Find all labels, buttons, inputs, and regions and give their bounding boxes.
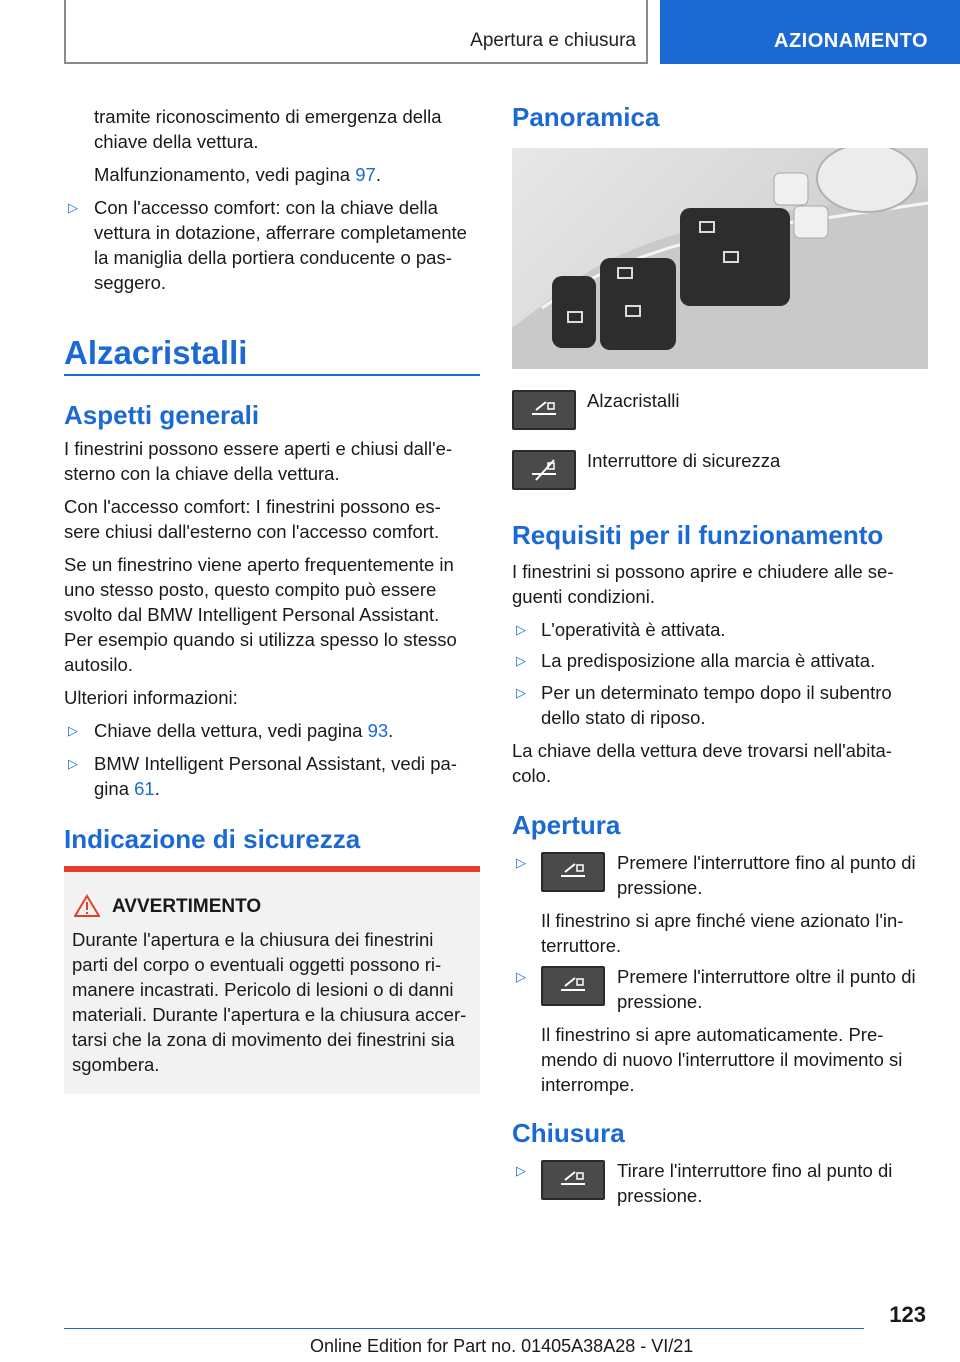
p2-line-1: Con l'accesso comfort: I finestrini possono es- — [64, 496, 441, 517]
req-line-2: guenti condizioni. — [512, 586, 655, 607]
section-title-alzacristalli: Alzacristalli — [64, 334, 248, 371]
warning-box — [64, 866, 480, 1094]
switch-pull-icon — [541, 1160, 605, 1200]
bullet-icon: ▷ — [516, 1163, 526, 1178]
p3-line-1: Se un finestrino viene aperto frequentemente in — [64, 554, 454, 575]
bullet-icon: ▷ — [516, 685, 526, 700]
p2-line-2: sere chiusi dall'esterno con l'accesso comfort. — [64, 521, 440, 542]
window-switch-icon — [512, 390, 576, 430]
comfort-line-4: seggero. — [94, 272, 166, 293]
page-number: 123 — [889, 1302, 926, 1327]
malf-page-link[interactable]: 97 — [355, 164, 376, 185]
apertura-1-desc-l1: Il finestrino si apre finché viene azionato l'in- — [541, 910, 904, 931]
apertura-2-l1: Premere l'interruttore oltre il punto di — [617, 966, 916, 987]
bullet-bmw-l2 — [94, 776, 160, 801]
apertura-2-desc-l1: Il finestrino si apre automaticamente. Pre- — [541, 1024, 884, 1045]
p3-line-2: uno stesso posto, questo compito può essere — [64, 579, 437, 600]
door-panel-illustration — [512, 148, 928, 369]
b2-page-link[interactable]: 61 — [134, 778, 155, 799]
b2-suffix: . — [154, 778, 160, 799]
apertura-2-desc-l2: mendo di nuovo l'interruttore il movimento si — [541, 1049, 903, 1070]
apertura-1-l2: pressione. — [617, 877, 703, 898]
comfort-line-3: la maniglia della portiera conducente o pas- — [94, 247, 452, 268]
subtitle-sicurezza: Indicazione di sicurezza — [64, 824, 361, 854]
req-bullet-3-l2: dello stato di riposo. — [541, 707, 706, 728]
header-chapter-tab — [660, 0, 960, 64]
p3-line-4: Per esempio quando si utilizza spesso lo stesso — [64, 629, 457, 650]
chiusura-1-l1: Tirare l'interruttore fino al punto di — [617, 1160, 893, 1181]
footer-edition: Online Edition for Part no. 01405A38A28 - VI/21 — [310, 1336, 694, 1356]
chiusura-1-l2: pressione. — [617, 1185, 703, 1206]
warning-title: AVVERTIMENTO — [112, 896, 262, 917]
cont-line-2: chiave della vettura. — [94, 131, 259, 152]
warn-line: tarsi che la zona di movimento dei finestrini sia — [72, 1029, 455, 1050]
window-switch-photo — [512, 148, 928, 369]
ulteriori-label: Ulteriori informazioni: — [64, 687, 238, 708]
warning-icon — [74, 894, 100, 918]
apertura-2-desc-l3: interrompe. — [541, 1074, 635, 1095]
bullet-icon: ▷ — [68, 756, 78, 771]
p1-line-2: sterno con la chiave della vettura. — [64, 463, 340, 484]
chapter-label: AZIONAMENTO — [774, 30, 929, 52]
switch-press-icon — [541, 852, 605, 892]
apertura-1-desc-l2: terruttore. — [541, 935, 622, 956]
warn-line: materiali. Durante l'apertura e la chiusura accer- — [72, 1004, 467, 1025]
subtitle-chiusura: Chiusura — [512, 1118, 625, 1148]
apertura-2-l2: pressione. — [617, 991, 703, 1012]
title-rule — [64, 374, 480, 376]
bullet-bmw-l1: BMW Intelligent Personal Assistant, vedi pa- — [94, 753, 457, 774]
cont-line-1: tramite riconoscimento di emergenza della — [94, 106, 442, 127]
req-bullet-2: La predisposizione alla marcia è attivata. — [541, 650, 876, 671]
warn-line: parti del corpo o eventuali oggetti possono ri- — [72, 954, 442, 975]
subtitle-apertura: Apertura — [512, 810, 621, 840]
req-bullet-3-l1: Per un determinato tempo dopo il subentro — [541, 682, 892, 703]
subtitle-panoramica: Panoramica — [512, 102, 660, 132]
bullet-icon: ▷ — [516, 969, 526, 984]
b2-text: gina — [94, 778, 135, 799]
bullet-icon: ▷ — [68, 200, 78, 215]
switch-press-icon — [541, 966, 605, 1006]
warn-line: sgombera. — [72, 1054, 160, 1075]
warn-line: Durante l'apertura e la chiusura dei finestrini — [72, 929, 434, 950]
header-section-title: Apertura e chiusura — [470, 30, 636, 51]
malf-suffix: . — [375, 164, 381, 185]
warn-line: manere incastrati. Pericolo di lesioni o di danni — [72, 979, 454, 1000]
bullet-icon: ▷ — [68, 723, 78, 738]
bullet-icon: ▷ — [516, 653, 526, 668]
comfort-line-1: Con l'accesso comfort: con la chiave della — [94, 197, 438, 218]
bullet-icon: ▷ — [516, 622, 526, 637]
legend-interruttore: Interruttore di sicurezza — [587, 450, 781, 471]
key-line-2: colo. — [512, 765, 552, 786]
bullet-chiave — [94, 718, 393, 743]
legend-alzacristalli: Alzacristalli — [587, 390, 680, 411]
p1-line-1: I finestrini possono essere aperti e chiusi dall'e- — [64, 438, 453, 459]
malfunction-ref — [94, 162, 381, 187]
bullet-icon: ▷ — [516, 855, 526, 870]
p3-line-3: svolto dal BMW Intelligent Personal Assistant. — [64, 604, 440, 625]
comfort-line-2: vettura in dotazione, afferrare completamente — [94, 222, 467, 243]
subtitle-requisiti: Requisiti per il funzionamento — [512, 520, 884, 550]
p3-line-5: autosilo. — [64, 654, 133, 675]
b1-page-link[interactable]: 93 — [367, 720, 389, 741]
b1-text: Chiave della vettura, vedi pagina — [94, 720, 368, 741]
warning-text — [72, 927, 474, 1077]
footer-rule — [64, 1328, 864, 1329]
subtitle-aspetti: Aspetti generali — [64, 400, 260, 430]
req-line-1: I finestrini si possono aprire e chiudere alle se- — [512, 561, 894, 582]
key-line-1: La chiave della vettura deve trovarsi nell'abita- — [512, 740, 892, 761]
malf-text: Malfunzionamento, vedi pagina — [94, 164, 356, 185]
apertura-1-l1: Premere l'interruttore fino al punto di — [617, 852, 916, 873]
req-bullet-1: L'operatività è attivata. — [541, 619, 726, 640]
b1-suffix: . — [388, 720, 394, 741]
safety-switch-icon — [512, 450, 576, 490]
